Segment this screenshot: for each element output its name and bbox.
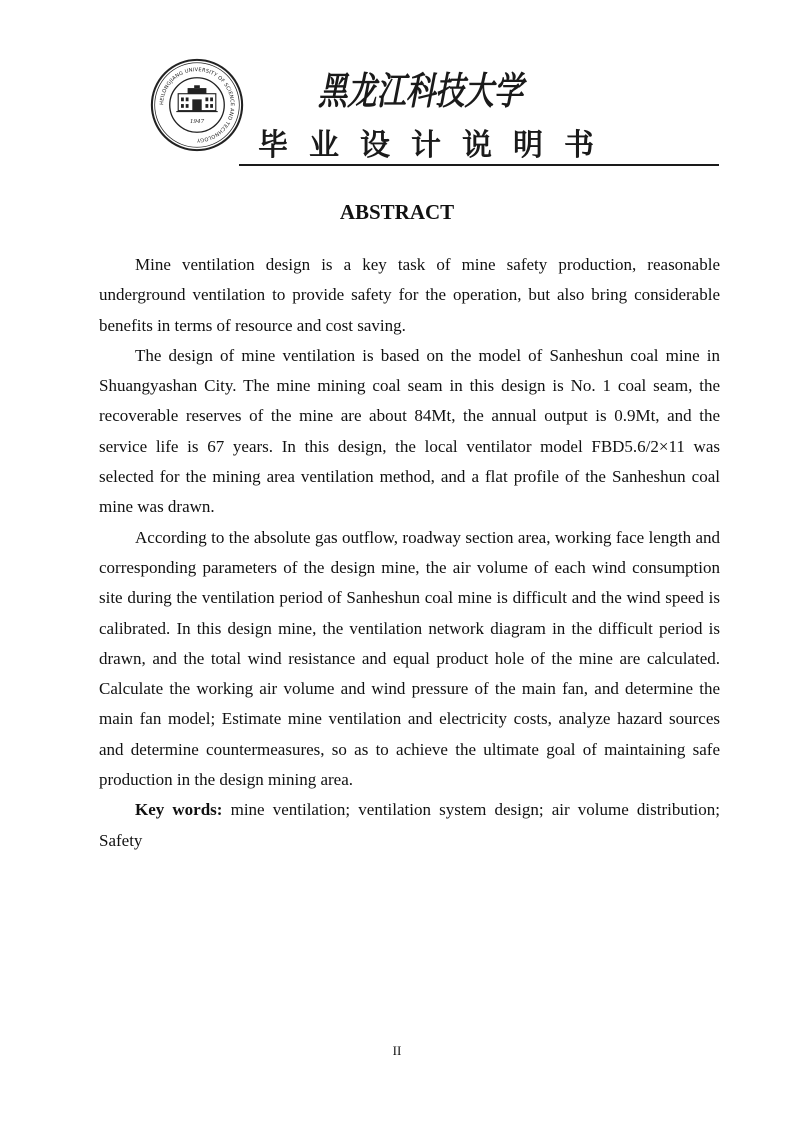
university-name-text: 黑龙江科技大学 bbox=[318, 68, 528, 113]
university-seal-icon bbox=[150, 58, 244, 152]
seal-year: 1947 bbox=[189, 118, 205, 125]
university-name-calligraphy bbox=[318, 60, 538, 120]
abstract-heading: ABSTRACT bbox=[339, 200, 455, 224]
page-number: II bbox=[392, 1043, 402, 1058]
abstract-body bbox=[99, 250, 720, 856]
seal-ring-text: HEILONGJIANG UNIVERSITY OF SCIENCE AND TECHNOLOGY bbox=[159, 67, 235, 143]
abstract-paragraph: Mine ventilation design is a key task of mine safety production, reasonable underground ventilation to provide safety for the operation, but also bring considerable benefits in terms of resource and cost saving. bbox=[99, 255, 720, 335]
abstract-paragraph: According to the absolute gas outflow, roadway section area, working face length and corresponding parameters of the design mine, the air volume of each wind consumption site during the ventilation period of Sanheshun coal mine is difficult and the wind speed is calibrated. In this design mine, the ventilation network diagram in the difficult period is drawn, and the total wind resistance and equal product hole of the mine are calculated. Calculate the working air volume and wind pressure of the main fan, and determine the main fan model; Estimate mine ventilation and electricity costs, analyze hazard sources and determine countermeasures, so as to achieve the ultimate goal of maintaining safe production in the design mining area. bbox=[99, 527, 720, 790]
header-divider bbox=[239, 164, 719, 166]
keywords-label: Key words: bbox=[135, 800, 223, 820]
abstract-paragraph: The design of mine ventilation is based on the model of Sanheshun coal mine in Shuangyashan City. The mine mining coal seam in this design is No. 1 coal seam, the recoverable reserves of the mine are about 84Mt, the annual output is 0.9Mt, and the service life is 67 years. In this design, the local ventilator model FBD5.6/2×11 was selected for the mining area ventilation method, and a flat profile of the Sanheshun coal mine was drawn. bbox=[99, 345, 720, 517]
document-header bbox=[0, 0, 794, 175]
document-title: 毕业设计说明书 bbox=[258, 128, 615, 163]
keywords-paragraph bbox=[99, 795, 720, 856]
keywords-text: mine ventilation; ventilation system design; air volume distribution; Safety bbox=[99, 800, 721, 850]
